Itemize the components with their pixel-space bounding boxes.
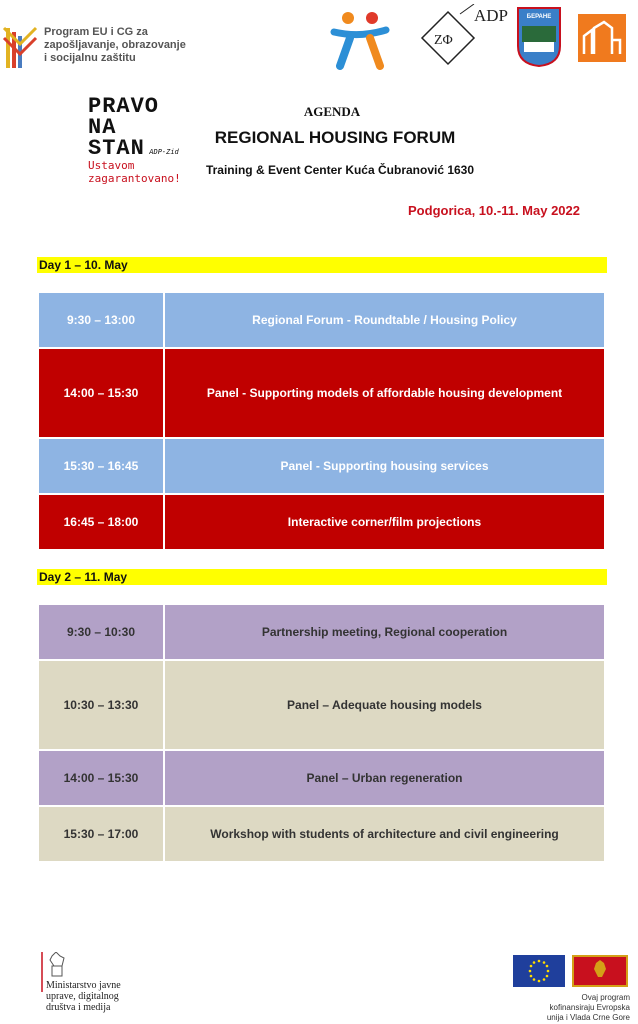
ministry-line: društva i medija (46, 1002, 111, 1013)
schedule-activity: Panel – Adequate housing models (165, 661, 604, 749)
orange-houses-logo-icon (578, 14, 626, 62)
schedule-activity: Workshop with students of architecture and civil engineering (165, 807, 604, 861)
schedule-time: 10:30 – 13:30 (39, 661, 165, 749)
ministry-line: uprave, digitalnog (46, 991, 119, 1002)
schedule-activity: Regional Forum - Roundtable / Housing Policy (165, 293, 604, 347)
day1-header: Day 1 – 10. May (37, 257, 607, 273)
pns-adp-zid: ADP-Zid (149, 148, 179, 156)
eu-program-line: zapošljavanje, obrazovanje (44, 39, 186, 51)
schedule-activity: Partnership meeting, Regional cooperation (165, 605, 604, 659)
schedule-row (39, 807, 604, 861)
svg-text:ZΦ: ZΦ (434, 33, 453, 48)
schedule-activity: Interactive corner/film projections (165, 495, 604, 549)
place-date: Podgorica, 10.-11. May 2022 (408, 203, 580, 218)
eu-program-logo-icon (2, 22, 38, 74)
schedule-row (39, 349, 604, 437)
pns-line: PRAVO (88, 94, 160, 119)
cofund-text (500, 993, 630, 1023)
schedule-row (39, 661, 604, 749)
schedule-time: 16:45 – 18:00 (39, 495, 165, 549)
ministry-text (46, 980, 121, 1013)
forum-title: REGIONAL HOUSING FORUM (214, 128, 456, 147)
schedule-activity: Panel - Supporting housing services (165, 439, 604, 493)
cofund-line: unija i Vlada Crne Gore (546, 1013, 630, 1022)
adp-label: ADP (474, 6, 509, 25)
day2-header: Day 2 – 11. May (37, 569, 607, 585)
pns-slogan: zagarantovano! (88, 172, 181, 185)
schedule-time: 14:00 – 15:30 (39, 349, 165, 437)
berane-label: БЕРАНЕ (526, 14, 552, 20)
agenda-label: AGENDA (303, 104, 361, 119)
eu-program-line: Program EU i CG za (44, 26, 148, 38)
eu-flag-icon (513, 955, 565, 987)
eu-program-line: i socijalnu zaštitu (44, 52, 136, 64)
schedule-row (39, 439, 604, 493)
pravo-na-stan-logo (88, 96, 188, 185)
cofund-line: kofinansiraju Evropska (549, 1003, 630, 1012)
schedule-time: 9:30 – 10:30 (39, 605, 165, 659)
schedule-activity: Panel – Urban regeneration (165, 751, 604, 805)
schedule-activity: Panel - Supporting models of affordable housing development (165, 349, 604, 437)
pns-slogan: Ustavom (88, 159, 135, 172)
pns-line: STAN (88, 136, 145, 161)
cofund-line: Ovaj program (581, 993, 630, 1002)
people-logo-icon (330, 8, 390, 70)
schedule-row (39, 293, 604, 347)
schedule-time: 9:30 – 13:00 (39, 293, 165, 347)
pns-line: NA (88, 115, 117, 140)
schedule-time: 14:00 – 15:30 (39, 751, 165, 805)
montenegro-flag-icon (572, 955, 628, 987)
schedule-row (39, 751, 604, 805)
ministry-line: Ministarstvo javne (46, 980, 121, 991)
schedule-time: 15:30 – 16:45 (39, 439, 165, 493)
eu-program-text (44, 26, 194, 65)
venue-text: Training & Event Center Kuća Čubranović 1630 (205, 163, 475, 177)
schedule-row (39, 495, 604, 549)
schedule-time: 15:30 – 17:00 (39, 807, 165, 861)
schedule-row (39, 605, 604, 659)
